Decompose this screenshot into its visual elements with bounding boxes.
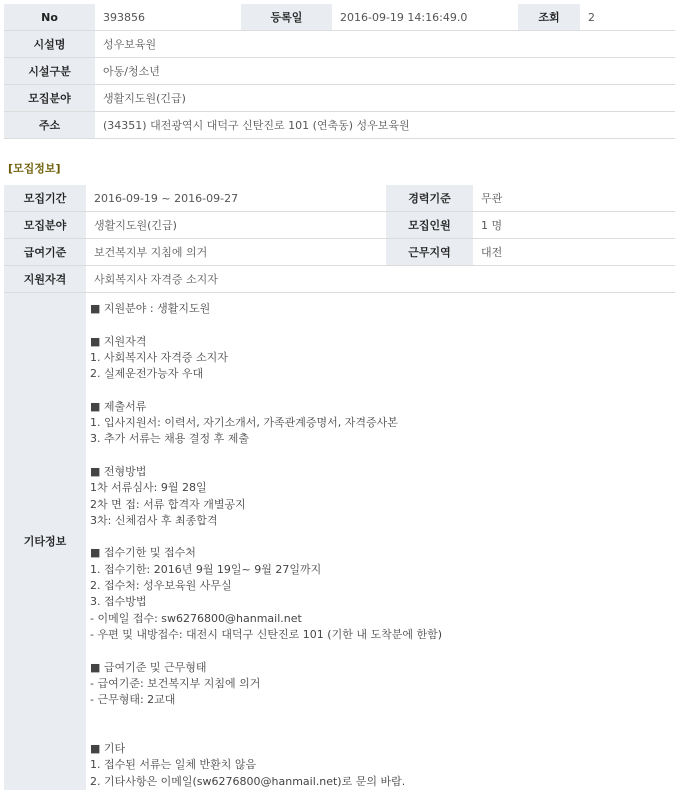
period-label: 모집기간 bbox=[4, 185, 86, 212]
facility-type-label: 시설구분 bbox=[4, 58, 95, 85]
etc-label: 기타정보 bbox=[4, 293, 86, 790]
no-value: 393856 bbox=[95, 4, 241, 31]
facility-name-value: 성우보육원 bbox=[95, 31, 675, 58]
detail-line: ■ 지원자격 bbox=[90, 334, 147, 348]
career-label: 경력기준 bbox=[386, 185, 473, 212]
detail-line: 3. 추가 서류는 채용 결정 후 제출 bbox=[90, 432, 249, 446]
detail-line bbox=[90, 643, 675, 659]
field-value: 생활지도원(긴급) bbox=[86, 212, 386, 239]
detail-line: ■ 전형방법 bbox=[90, 464, 147, 478]
detail-line: 1차 서류심사: 9월 28일 bbox=[90, 481, 207, 495]
qualification-label: 지원자격 bbox=[4, 266, 86, 293]
detail-line bbox=[90, 448, 675, 464]
detail-line bbox=[90, 317, 675, 333]
field-label: 모집분야 bbox=[4, 212, 86, 239]
detail-line: 2차 면 접: 서류 합격자 개별공지 bbox=[90, 497, 246, 511]
view-count-value: 2 bbox=[580, 4, 675, 31]
facility-name-label: 시설명 bbox=[4, 31, 95, 58]
reg-date-label: 등록일 bbox=[241, 4, 332, 31]
detail-line: ■ 급여기준 및 근무형태 bbox=[90, 660, 207, 674]
detail-line: 1. 접수기한: 2016년 9월 19일~ 9월 27일까지 bbox=[90, 562, 322, 576]
pay-row bbox=[4, 239, 675, 266]
region-value: 대전 bbox=[473, 239, 675, 266]
facility-field-value: 생활지도원(긴급) bbox=[95, 85, 675, 112]
recruit-info-table bbox=[4, 185, 675, 790]
detail-line: - 급여기준: 보건복지부 지침에 의거 bbox=[90, 676, 261, 690]
detail-line: 3. 접수방법 bbox=[90, 595, 147, 609]
facility-name-row bbox=[4, 31, 675, 58]
pay-label: 급여기준 bbox=[4, 239, 86, 266]
detail-line: - 우편 및 내방접수: 대전시 대덕구 신탄진로 101 (기한 내 도착분에 한함) bbox=[90, 627, 442, 641]
detail-line: ■ 제출서류 bbox=[90, 399, 147, 413]
period-value: 2016-09-19 ~ 2016-09-27 bbox=[86, 185, 386, 212]
facility-type-value: 아동/청소년 bbox=[95, 58, 675, 85]
no-label: No bbox=[4, 4, 95, 31]
detail-line: ■ 기타 bbox=[90, 742, 126, 756]
facility-type-row bbox=[4, 58, 675, 85]
career-value: 무관 bbox=[473, 185, 675, 212]
qualification-row bbox=[4, 266, 675, 293]
headcount-value: 1 명 bbox=[473, 212, 675, 239]
field-row bbox=[4, 212, 675, 239]
detail-line: ■ 접수기한 및 접수처 bbox=[90, 546, 196, 560]
facility-address-label: 주소 bbox=[4, 112, 95, 139]
detail-line bbox=[90, 382, 675, 398]
detail-line bbox=[90, 708, 675, 724]
headcount-label: 모집인원 bbox=[386, 212, 473, 239]
facility-field-label: 모집분야 bbox=[4, 85, 95, 112]
detail-line: 2. 기타사항은 이메일(sw6276800@hanmail.net)로 문의 바람. bbox=[90, 774, 406, 788]
etc-details bbox=[86, 293, 675, 790]
qualification-value: 사회복지사 자격증 소지자 bbox=[86, 266, 675, 293]
facility-address-value: (34351) 대전광역시 대덕구 신탄진로 101 (연축동) 성우보육원 bbox=[95, 112, 675, 139]
detail-line: - 이메일 접수: sw6276800@hanmail.net bbox=[90, 611, 302, 625]
section-title: [모집정보] bbox=[8, 162, 61, 175]
detail-line bbox=[90, 529, 675, 545]
detail-line: 3차: 신체검사 후 최종합격 bbox=[90, 513, 218, 527]
post-info-table bbox=[4, 4, 675, 139]
period-row bbox=[4, 185, 675, 212]
detail-line: ■ 지원분야 : 생활지도원 bbox=[90, 302, 211, 315]
detail-line: 2. 실제운전가능자 우대 bbox=[90, 367, 204, 381]
detail-line: - 근무형태: 2교대 bbox=[90, 693, 176, 707]
view-count-label: 조회 bbox=[518, 4, 580, 31]
header-row bbox=[4, 4, 675, 31]
detail-line: 1. 입사지원서: 이력서, 자기소개서, 가족관계증명서, 자격증사본 bbox=[90, 416, 398, 430]
detail-line bbox=[90, 725, 675, 741]
etc-row bbox=[4, 293, 675, 790]
detail-line: 1. 사회복지사 자격증 소지자 bbox=[90, 350, 228, 364]
pay-value: 보건복지부 지침에 의거 bbox=[86, 239, 386, 266]
facility-field-row bbox=[4, 85, 675, 112]
reg-date-value: 2016-09-19 14:16:49.0 bbox=[332, 4, 518, 31]
detail-line: 2. 접수처: 성우보육원 사무실 bbox=[90, 579, 232, 593]
region-label: 근무지역 bbox=[386, 239, 473, 266]
detail-line: 1. 접수된 서류는 일체 반환치 않음 bbox=[90, 758, 257, 772]
facility-address-row bbox=[4, 112, 675, 139]
